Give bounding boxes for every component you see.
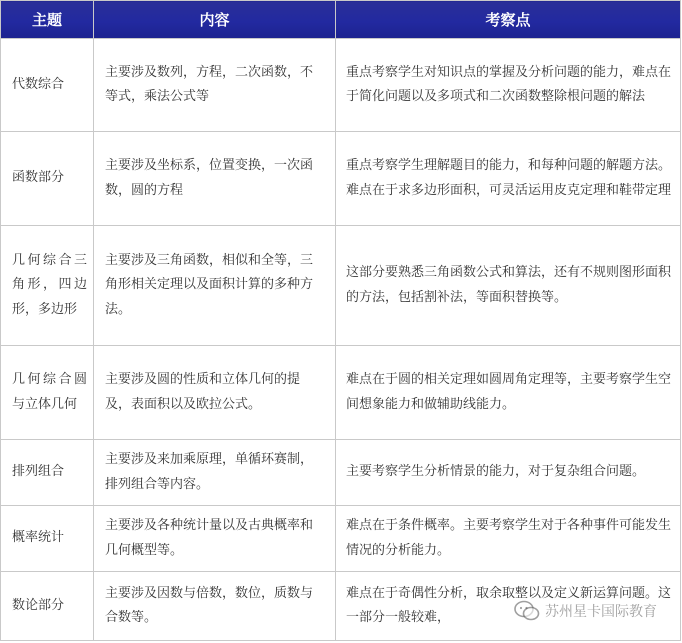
table-row — [1, 226, 681, 346]
header-focus: 考察点 — [336, 1, 681, 39]
topic-cell: 几何综合圆与立体几何 — [1, 346, 94, 440]
table-row — [1, 440, 681, 506]
focus-cell: 这部分要熟悉三角函数公式和算法，还有不规则图形面积的方法，包括割补法，等面积替换等。 — [336, 226, 681, 346]
header-row — [1, 1, 681, 39]
topic-cell: 排列组合 — [1, 440, 94, 506]
focus-cell: 难点在于圆的相关定理如圆周角定理等，主要考察学生空间想象能力和做辅助线能力。 — [336, 346, 681, 440]
content-cell: 主要涉及来加乘原理，单循环赛制，排列组合等内容。 — [94, 440, 336, 506]
header-content: 内容 — [94, 1, 336, 39]
table-row — [1, 132, 681, 226]
focus-cell: 重点考察学生对知识点的掌握及分析问题的能力，难点在于简化问题以及多项式和二次函数整除根问题的解法 — [336, 39, 681, 132]
content-cell: 主要涉及数列，方程，二次函数，不等式，乘法公式等 — [94, 39, 336, 132]
content-cell: 主要涉及坐标系，位置变换，一次函数，圆的方程 — [94, 132, 336, 226]
topic-cell: 代数综合 — [1, 39, 94, 132]
topic-cell: 几何综合三角形，四边形，多边形 — [1, 226, 94, 346]
focus-cell: 难点在于奇偶性分析，取余取整以及定义新运算问题。这一部分一般较难， — [336, 572, 681, 641]
content-cell: 主要涉及因数与倍数，数位，质数与合数等。 — [94, 572, 336, 641]
topic-cell: 函数部分 — [1, 132, 94, 226]
content-cell: 主要涉及圆的性质和立体几何的提及，表面积以及欧拉公式。 — [94, 346, 336, 440]
content-cell: 主要涉及三角函数，相似和全等，三角形相关定理以及面积计算的多种方法。 — [94, 226, 336, 346]
focus-cell: 重点考察学生理解题目的能力，和每种问题的解题方法。难点在于求多边形面积，可灵活运用皮克定理和鞋带定理 — [336, 132, 681, 226]
topic-cell: 概率统计 — [1, 506, 94, 572]
table-row — [1, 506, 681, 572]
content-cell: 主要涉及各种统计量以及古典概率和几何概型等。 — [94, 506, 336, 572]
table-row — [1, 39, 681, 132]
focus-cell: 主要考察学生分析情景的能力，对于复杂组合问题。 — [336, 440, 681, 506]
table-row — [1, 572, 681, 641]
focus-cell: 难点在于条件概率。主要考察学生对于各种事件可能发生情况的分析能力。 — [336, 506, 681, 572]
topic-cell: 数论部分 — [1, 572, 94, 641]
table-row — [1, 346, 681, 440]
header-topic: 主题 — [1, 1, 94, 39]
watermark-text: 苏州星卡国际教育 — [545, 604, 657, 620]
